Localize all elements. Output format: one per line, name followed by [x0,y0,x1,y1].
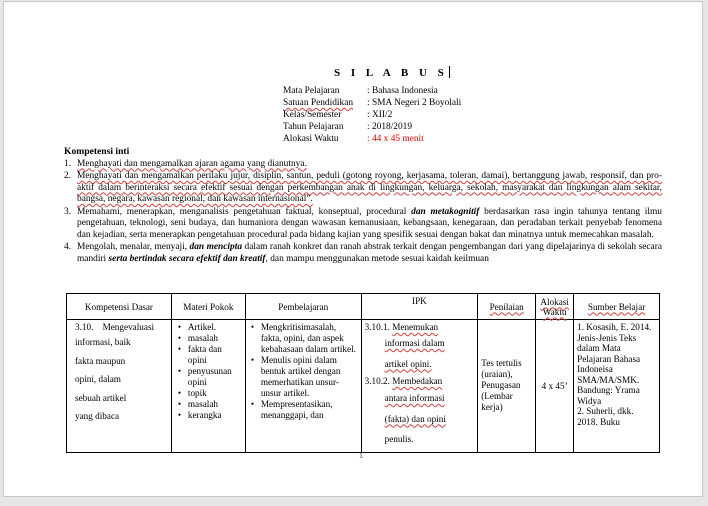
header-materi-pokok: Materi Pokok [171,294,245,320]
list-item: • Menulis opini dalam bentuk artikel dengan memerhatikan unsur-unsur artikel. [261,355,358,399]
meta-label: Kelas/Semester [283,110,342,120]
meta-label: Mata Pelajaran [283,86,340,96]
ki-number: 2. [64,171,72,181]
ki-text-emphasis: dan mencipta [189,242,245,252]
meta-row [283,97,461,109]
list-item: • penyusunan opini [188,366,242,388]
kompetensi-heading: Kompetensi inti [64,146,130,157]
ki-number: 3. [64,206,72,217]
ki-item-2 [64,171,662,206]
kd-text: fakta maupun [75,355,126,366]
header-pembelajaran: Pembelajaran [245,294,361,320]
meta-value: : XII/2 [367,110,393,120]
cell-kompetensi-dasar [67,320,172,453]
list-item: • Artikel. [188,322,242,333]
ki-text-emphasis: serta bertindak secara efektif dan kreatif [108,253,266,264]
meta-label: Alokasi Waktu [283,134,339,144]
document-page [3,1,703,497]
ki-item-4 [64,242,662,265]
meta-value: : Bahasa Indonesia [367,86,438,96]
list-item: • kerangka [188,410,242,421]
kd-text: sebuah artikel [75,392,127,403]
cell-pembelajaran [245,320,361,453]
meta-block [283,85,461,145]
silabus-table [66,293,660,453]
ki-text-emphasis: dan metakognitif [411,206,485,217]
kd-text: Mengevaluasi [102,322,155,332]
cell-materi-pokok [171,320,245,453]
header-sumber-belajar: Sumber Belajar [574,294,660,320]
header-ipk: IPK [361,294,478,320]
header-alokasi-waktu: Alokasi Waktu [536,294,574,320]
list-item: • Mempresentasikan, menanggapi, dan [261,399,358,421]
cell-sumber-belajar: 1. Kosasih, E. 2014. Jenis-Jenis Teks dalam Mata Pelajaran Bahasa Indoneisa SMA/MA/SMK. Bandung: Yrama Widya 2. Suherli, dkk. 2018. Buku [574,320,660,453]
cell-penilaian: Tes tertulis (uraian), Penugasan (Lembar kerja) [478,320,536,453]
ipk-text: Membedakan [392,376,443,386]
ki-number: 1. [64,158,72,169]
ki-item-3 [64,207,662,242]
ipk-text: (fakta) dan opini [384,413,446,424]
ipk-text: antara informasi [384,393,445,403]
ki-number: 4. [64,242,72,252]
kd-number: 3.10. [75,322,94,332]
ipk-number: 3.10.2. [364,376,390,386]
text-cursor [449,66,450,78]
header-penilaian: Penilaian [478,294,536,320]
list-item: • masalah [188,399,242,410]
ki-text: , dan mampu menggunakan metode sesuai kaidah keilmuan [265,253,489,264]
kd-text: informasi, baik [75,337,131,347]
meta-row [283,109,461,121]
meta-row [283,85,461,97]
ki-text: Mengolah, menalar, menyaji, [77,242,190,252]
list-item: • Mengkritisimasalah, fakta, opini, dan aspek kebahasaan dalam artikel. [261,322,358,355]
meta-value-highlight: : 44 x 45 menit [367,134,424,144]
ki-text: Menghayati dan mengamalkan perilaku jujur, disiplin, santun, peduli (gotong royong, kerjasama, toleran, damai), bertanggung jawab, responsif, dan pro-aktif dalam berinteraksi secara efektif sesuai dengan perkembangan anak di lingkungan, keluarga, sekolah, masyarakat dan lingkungan alam sekitar, bangsa, negara, kawasan regional, dan kawasan internasional”. [77,171,662,204]
cell-ipk [361,320,478,453]
cell-alokasi: 4 x 45’ [536,320,574,453]
document-title: S I L A B U S [334,67,448,79]
ki-text: berdasarkan rasa ingin tahunya tentang ilmu pengetahuan, teknologi, seni budaya, dan humaniora dengan wawasan kemanusiaan, kebangsaan, kenegaraan, dan peradaban terkait penyebab fenomena dan kejadian, serta menerapkan pengetahuan procedural pada bidang kajian yang spesifik sesuai dengan bakat dan minatnya untuk memecahkan masalah. [77,206,662,240]
list-item: • masalah [188,333,242,344]
kd-text: yang dibaca [75,411,120,421]
ipk-text: penulis. [384,434,414,444]
meta-value: : SMA Negeri 2 Boyolali [367,98,462,108]
table-header-row [67,294,660,320]
list-item: • fakta dan opini [188,344,242,366]
ki-text: dalam ranah konkret dan ranah abstrak terkait dengan pengembangan dari yang dipelajarinya di sekolah secara mandiri [77,242,662,264]
header-kompetensi-dasar: Kompetensi Dasar [67,294,172,320]
ipk-text: Menemukan [392,322,439,332]
page-number: 1 [359,451,363,460]
ipk-text: informasi dalam [384,338,445,348]
ipk-text: artikel opini. [384,358,432,369]
meta-label: Tahun Pelajaran [283,122,344,132]
ki-text: Memahami, menerapkan, menganalisis pengetahuan faktual, konseptual, procedural [77,206,412,217]
meta-label: Satuan Pendidikan [283,98,354,108]
meta-row [283,133,461,145]
ipk-number: 3.10.1. [364,322,390,332]
list-item: • topik [188,388,242,399]
ki-text: Menghayati dan mengamalkan ajaran agama yang dianutnya. [77,158,307,169]
kd-text: opini, dalam [75,374,121,384]
kompetensi-inti-section [64,146,662,266]
meta-row [283,121,461,133]
ki-item-1 [64,159,662,171]
table-row [67,320,660,453]
meta-value: : 2018/2019 [367,122,413,132]
